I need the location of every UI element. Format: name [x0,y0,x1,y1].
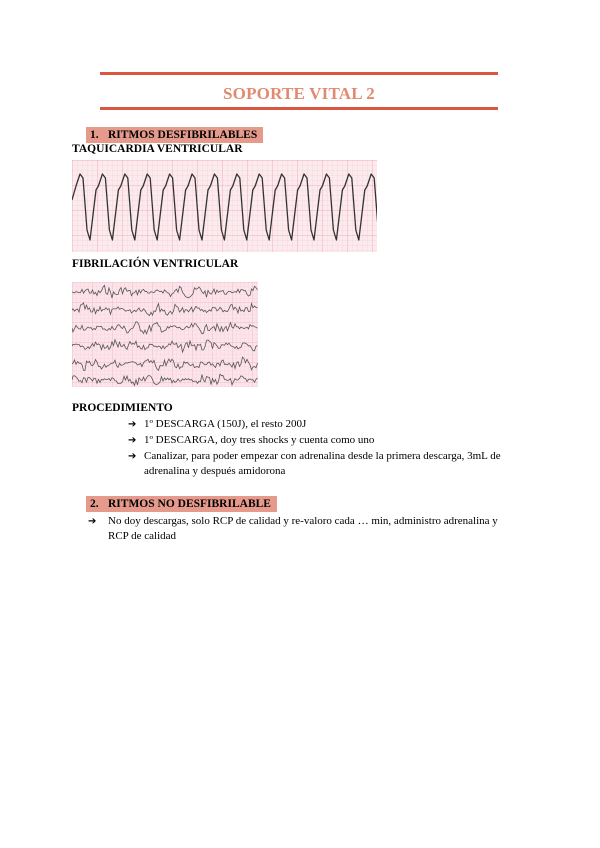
non-defib-item [88,514,508,544]
vt-label: TAQUICARDIA VENTRICULAR [72,143,243,155]
vf-label: FIBRILACIÓN VENTRICULAR [72,258,239,270]
document-title: SOPORTE VITAL 2 [223,84,375,103]
non-defib-item-text: No doy descargas, solo RCP de calidad y re-valoro cada … min, administro adrenalina y RCP de calidad [108,515,498,542]
section-heading-text: RITMOS DESFIBRILABLES [108,129,258,141]
right-arrow-icon: ➔ [128,419,137,430]
vt-ecg-strip [72,160,377,252]
right-arrow-icon: ➔ [128,435,137,446]
procedure-item-text: 1º DESCARGA (150J), el resto 200J [144,418,307,430]
right-arrow-icon: ➔ [88,516,97,527]
title-rule-top [100,72,498,75]
procedure-item [128,449,528,479]
section-heading-defibrillable [86,127,263,143]
procedure-item [128,417,528,432]
procedure-item [128,433,528,448]
procedure-item-text: 1º DESCARGA, doy tres shocks y cuenta como uno [144,434,375,446]
vf-ecg-strip [72,282,258,387]
section-number: 2. [90,498,99,510]
title-rule-bottom [100,107,498,110]
section-heading-non-defibrillable [86,496,277,512]
vf-grid [72,282,258,387]
procedure-item-text: Canalizar, para poder empezar con adrenalina desde la primera descarga, 3mL de adrenalina y después amidorona [144,450,501,477]
section-heading-text: RITMOS NO DESFIBRILABLE [108,498,271,510]
procedure-label: PROCEDIMIENTO [72,402,173,414]
right-arrow-icon: ➔ [128,451,137,462]
section-number: 1. [90,129,99,141]
